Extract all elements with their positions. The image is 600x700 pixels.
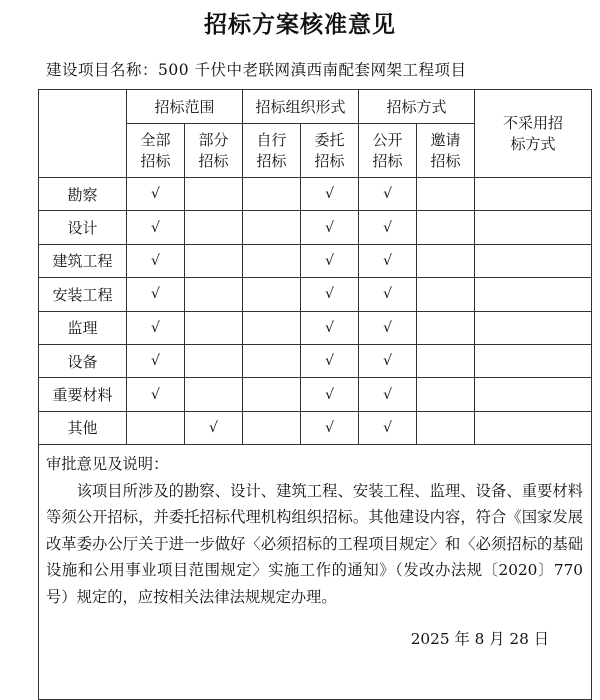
- approval-row: [39, 445, 592, 700]
- check-cell: [417, 278, 475, 311]
- check-cell: √: [301, 244, 359, 277]
- subheader-cell: 部分招标: [185, 124, 243, 178]
- row-label: 设计: [39, 211, 127, 244]
- table-row: [39, 244, 592, 277]
- check-cell: [243, 411, 301, 444]
- check-cell: [417, 344, 475, 377]
- check-cell: √: [185, 411, 243, 444]
- check-cell: √: [301, 344, 359, 377]
- check-cell: [417, 411, 475, 444]
- check-cell: [185, 244, 243, 277]
- subheader-cell: 自行招标: [243, 124, 301, 178]
- check-cell: [475, 311, 592, 344]
- project-name: 500 千伏中老联网滇西南配套网架工程项目: [158, 61, 467, 79]
- check-cell: √: [359, 344, 417, 377]
- approval-date: 2025 年 8 月 28 日: [410, 630, 550, 649]
- subheader-cell: 邀请招标: [417, 124, 475, 178]
- check-cell: [127, 411, 185, 444]
- check-cell: [185, 378, 243, 411]
- check-cell: [185, 344, 243, 377]
- table-row: [39, 211, 592, 244]
- check-cell: [185, 311, 243, 344]
- document-title: 招标方案核准意见: [204, 12, 396, 38]
- row-label: 其他: [39, 411, 127, 444]
- check-cell: √: [127, 378, 185, 411]
- project-line: [46, 58, 467, 80]
- check-cell: [185, 211, 243, 244]
- check-cell: [185, 178, 243, 211]
- row-label: 安装工程: [39, 278, 127, 311]
- project-label: 建设项目名称：: [46, 61, 159, 79]
- check-cell: √: [301, 311, 359, 344]
- approval-body: 该项目所涉及的勘察、设计、建筑工程、安装工程、监理、设备、重要材料等须公开招标，并委托招标代理机构组织招标。其他建设内容，符合《国家发展改革委办公厅关于进一步做好〈必须招标的工程项目规定〉和〈必须招标的基础设施和公用事业项目范围规定〉实施工作的通知》（发改办法规〔2020〕770 号）规定的，应按相关法律法规规定办理。: [46, 481, 584, 606]
- check-cell: √: [359, 278, 417, 311]
- row-label: 设备: [39, 344, 127, 377]
- row-label: 勘察: [39, 178, 127, 211]
- check-cell: [475, 178, 592, 211]
- table-row: [39, 311, 592, 344]
- check-cell: √: [127, 244, 185, 277]
- group-header-no-bid: 不采用招标方式: [475, 90, 592, 178]
- check-cell: [243, 211, 301, 244]
- check-cell: √: [359, 378, 417, 411]
- table-row: [39, 344, 592, 377]
- check-cell: [185, 278, 243, 311]
- check-cell: [243, 244, 301, 277]
- check-cell: √: [301, 278, 359, 311]
- subheader-cell: 全部招标: [127, 124, 185, 178]
- row-label: 重要材料: [39, 378, 127, 411]
- check-cell: [417, 311, 475, 344]
- group-header-scope: 招标范围: [127, 90, 243, 124]
- subheader-cell: 委托招标: [301, 124, 359, 178]
- check-cell: [243, 311, 301, 344]
- check-cell: [243, 344, 301, 377]
- approval-section: [39, 445, 592, 700]
- check-cell: √: [359, 311, 417, 344]
- bidding-plan-table: [38, 89, 592, 700]
- check-cell: √: [359, 178, 417, 211]
- check-cell: [475, 278, 592, 311]
- check-cell: [417, 378, 475, 411]
- group-header-org: 招标组织形式: [243, 90, 359, 124]
- check-cell: √: [127, 278, 185, 311]
- check-cell: √: [359, 244, 417, 277]
- table-row: [39, 178, 592, 211]
- check-cell: [475, 244, 592, 277]
- group-header-method: 招标方式: [359, 90, 475, 124]
- row-label: 监理: [39, 311, 127, 344]
- check-cell: [243, 378, 301, 411]
- check-cell: √: [301, 378, 359, 411]
- check-cell: √: [359, 211, 417, 244]
- check-cell: √: [301, 178, 359, 211]
- check-cell: [417, 244, 475, 277]
- corner-cell: [39, 90, 127, 178]
- check-cell: [475, 211, 592, 244]
- check-cell: √: [127, 178, 185, 211]
- table-row: [39, 411, 592, 444]
- check-cell: √: [127, 311, 185, 344]
- subheader-cell: 公开招标: [359, 124, 417, 178]
- check-cell: [243, 278, 301, 311]
- check-cell: √: [301, 211, 359, 244]
- check-cell: √: [359, 411, 417, 444]
- check-cell: √: [127, 344, 185, 377]
- check-cell: √: [127, 211, 185, 244]
- check-cell: [475, 344, 592, 377]
- check-cell: √: [301, 411, 359, 444]
- table-row: [39, 378, 592, 411]
- check-cell: [417, 211, 475, 244]
- check-cell: [243, 178, 301, 211]
- check-cell: [475, 411, 592, 444]
- approval-heading: 审批意见及说明：: [46, 455, 169, 474]
- check-cell: [475, 378, 592, 411]
- header-row-groups: [39, 90, 592, 124]
- row-label: 建筑工程: [39, 244, 127, 277]
- check-cell: [417, 178, 475, 211]
- table-row: [39, 278, 592, 311]
